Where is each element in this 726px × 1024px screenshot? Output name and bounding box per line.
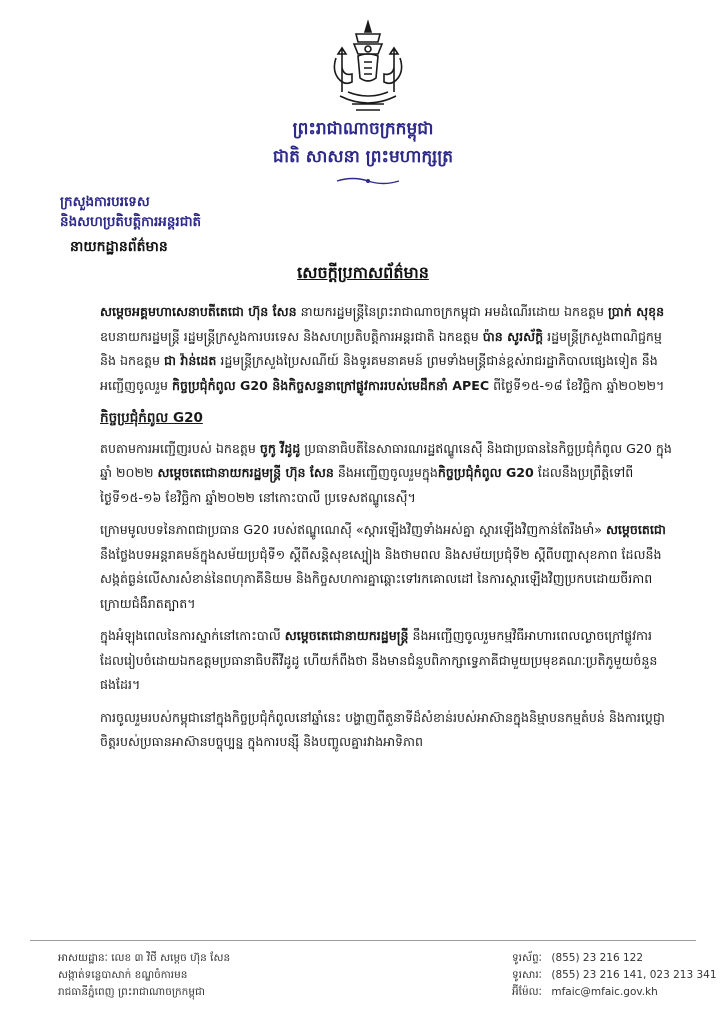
text-run: រដ្ឋមន្ត្រីក្រសួងប្រៃសណីយ៍ និងទូរគមនាគមន៍ ព្រមទាំងមន្ត្រីជាន់ខ្ពស់រាជរដ្ឋាភិបាលផ្សេងទៀត នឹងអញ្ជើញចូលរួម [100, 353, 658, 393]
bold-phrase: សម្តេចតេជោនាយករដ្ឋមន្ត្រី ហ៊ុន សែន [157, 465, 334, 480]
ministry-name-line1: ក្រសួងការបរទេស [60, 194, 150, 210]
tel-value: (855) 23 216 122 [551, 952, 644, 964]
section-heading-g20: កិច្ចប្រជុំកំពូល G20 [100, 410, 203, 426]
paragraph-g20-theme [100, 518, 678, 616]
text-run: ពីថ្ងៃទី១៥-១៨ ខែវិច្ឆិកា ឆ្នាំ២០២២។ [489, 377, 665, 393]
paragraph-participation [100, 706, 678, 755]
bold-phrase: កិច្ចប្រជុំកំពូល G20 និងកិច្ចសន្ទនាក្រៅផ្លូវការរបស់មេដឹកនាំ APEC [171, 377, 490, 393]
bold-phrase: ជា វ៉ាន់ដេត [163, 353, 217, 368]
ministry-name-line2: និងសហប្រតិបត្តិការអន្តរជាតិ [60, 214, 202, 230]
page-title: សេចក្តីប្រកាសព័ត៌មាន [297, 263, 429, 282]
text-run: នឹងអញ្ជើញចូលរួមក្នុង [333, 465, 438, 480]
bold-phrase: កិច្ចប្រជុំកំពូល G20 [437, 465, 534, 480]
bold-phrase: សម្តេចតេជោ [605, 522, 666, 537]
paragraph-bali-stay [100, 624, 678, 698]
text-run: នឹងអញ្ជើញចូលរួមកម្មវិធីអាហារពេលល្ងាចក្រៅផ្លូវការ ដែលរៀបចំដោយឯកឧត្តមប្រធានាធិបតីវីដូដូ ហើយក៏ពឹងថា នឹងមានជំនួបពិភាក្សាទ្វេភាគីជាមួយប្រមុខគណៈប្រតិភូមួយចំនួន ផងដែរ។ [100, 628, 658, 692]
fax-value: (855) 23 216 141, 023 213 341 [551, 969, 717, 981]
text-run: ក្រោមមូលបទនៃភាពជាប្រធាន G20 របស់ឥណ្ឌូណេស៊ី «ស្តារឡើងវិញទាំងអស់គ្នា ស្តារឡើងវិញកាន់តែរឹងមាំ» [100, 522, 606, 537]
paragraph-intro [100, 300, 678, 398]
footer-address [58, 950, 230, 1001]
contact-telephone [512, 950, 717, 967]
email-label: អ៊ីម៉ែលៈ [512, 986, 542, 998]
tel-label: ទូរស័ព្ទៈ [512, 952, 542, 964]
bold-phrase: ប៉ាន សូរស័ក្តិ [482, 328, 544, 344]
email-link[interactable]: mfaic@mfaic.gov.kh [551, 986, 658, 998]
press-release-body [100, 300, 678, 763]
bold-phrase: ចូកូ វីដូដូ [259, 440, 301, 456]
address-line: សង្កាត់ទន្លេបាសាក់ ខណ្ឌចំការមន [58, 969, 188, 981]
address-line: អាសយដ្ឋានៈ លេខ ៣ វិថី សម្តេច ហ៊ុន សែន [58, 952, 231, 964]
footer-divider [30, 940, 696, 941]
text-run: រដ្ឋមន្ត្រីក្រសួងពាណិជ្ជកម្ម និង ឯកឧត្តម [100, 328, 662, 368]
text-run: ការចូលរួមរបស់កម្ពុជានៅក្នុងកិច្ចប្រជុំកំពូលនៅឆ្នាំនេះ បង្ហាញពីតួនាទីដ៏សំខាន់របស់អាស៊ានក្នុងនិម្មាបនកម្មតំបន់ និងការប្តេជ្ញាចិត្តរបស់ប្រធានអាស៊ានបច្ចុប្បន្ន ក្នុងការបន្សុី និងបញ្ចូលគ្នារវាងអាទិភាព [100, 709, 665, 749]
kingdom-name: ព្រះរាជាណាចក្រកម្ពុជា [292, 119, 434, 139]
text-run: ក្នុងអំឡុងពេលនៃការស្នាក់នៅកោះបាលី [100, 628, 285, 643]
text-run: ប្រធានាធិបតីនៃសាធារណរដ្ឋឥណ្ឌូនេស៊ី និងជាប្រធាននៃកិច្ចប្រជុំកំពូល G20 ក្នុងឆ្នាំ ២០២២ [100, 440, 672, 480]
ornament-divider-icon [335, 176, 401, 186]
fax-label: ទូរសារៈ [512, 969, 542, 981]
text-run: តបតាមការអញ្ជើញរបស់ ឯកឧត្តម [100, 440, 260, 456]
royal-coat-of-arms-icon [318, 18, 418, 118]
national-motto: ជាតិ សាសនា ព្រះមហាក្សត្រ [272, 147, 454, 167]
bold-phrase: សម្តេចតេជោនាយករដ្ឋមន្ត្រី [284, 628, 409, 643]
paragraph-g20-invitation [100, 437, 678, 511]
text-run: ដែលនឹងប្រព្រឹត្តិទៅពីថ្ងៃទី១៥-១៦ ខែវិច្ឆិកា ឆ្នាំ២០២២ នៅកោះបាលី ប្រទេសឥណ្ឌូនេស៊ី។ [100, 465, 634, 505]
department-name: នាយកដ្ឋានព័ត៌មាន [70, 239, 168, 255]
text-run: នឹងថ្លែងបទអន្តរាគមន៍ក្នុងសម័យប្រជុំទី១ ស្តីពីសន្តិសុខស្បៀង និងថាមពល និងសម័យប្រជុំទី២ ស្តីពីបញ្ហាសុខភាព ដែលនឹងសង្កត់ធ្ងន់លើសារសំខាន់នៃពហុភាគីនិយម និងកិច្ចសហការគ្នាឆ្ពោះទៅរកគោលដៅ នៃការស្តារឡើងវិញប្រកបដោយចីរភាពក្រោយជំងឺរាតត្បាត។ [100, 546, 662, 611]
text-run: នាយករដ្ឋមន្ត្រីនៃព្រះរាជាណាចក្រកម្ពុជា អមដំណើរដោយ ឯកឧត្តម [296, 304, 609, 319]
bold-phrase: សម្តេចអគ្គមហាសេនាបតីតេជោ ហ៊ុន សែន [100, 304, 297, 319]
contact-email [512, 984, 717, 1001]
contact-fax [512, 967, 717, 984]
bold-phrase: ប្រាក់ សុខុន [608, 304, 665, 319]
text-run: ឧបនាយករដ្ឋមន្ត្រី រដ្ឋមន្ត្រីក្រសួងការបរទេស និងសហប្រតិបត្តិការអន្តរជាតិ ឯកឧត្តម [100, 328, 483, 344]
footer-contact [512, 950, 717, 1001]
address-line: រាជធានីភ្នំពេញ ព្រះរាជាណាចក្រកម្ពុជា [58, 986, 205, 998]
